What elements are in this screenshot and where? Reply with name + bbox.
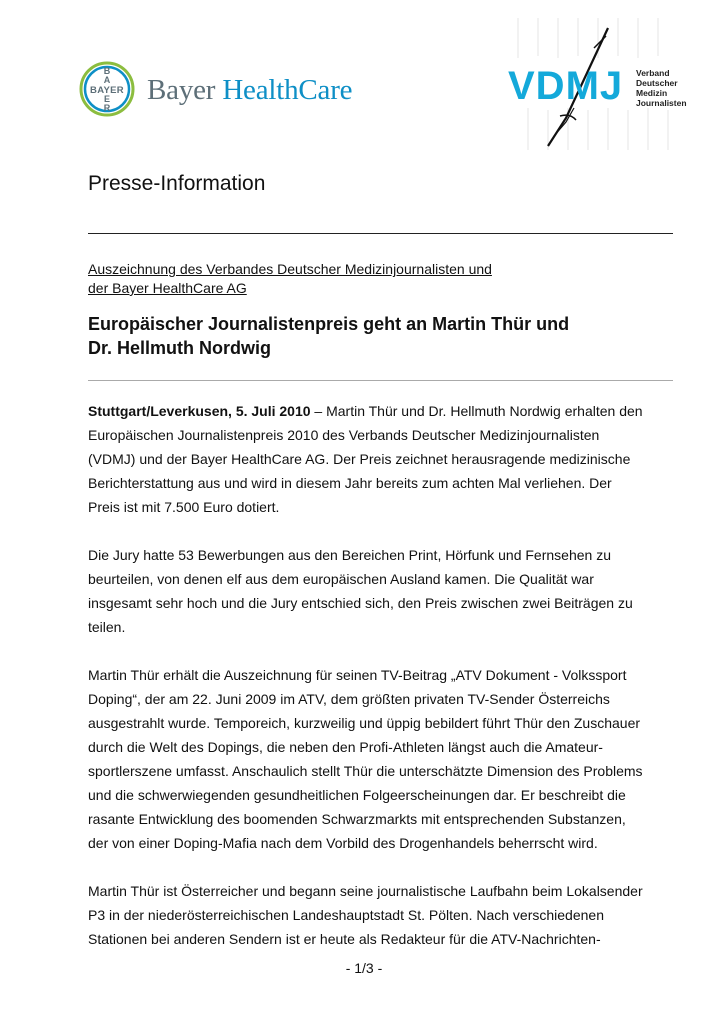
- paragraph-thuer-bio: [88, 879, 678, 951]
- header-divider: [88, 233, 673, 234]
- svg-text:B: B: [103, 66, 111, 76]
- healthcare-brand-suffix: HealthCare: [222, 74, 353, 106]
- vdmj-name-line: Deutscher: [636, 78, 678, 88]
- svg-text:A: A: [103, 75, 111, 85]
- paragraph-line: insgesamt sehr hoch und die Jury entschied sich, den Preis zwischen zwei Beiträgen zu: [88, 595, 633, 611]
- dateline: Stuttgart/Leverkusen, 5. Juli 2010: [88, 403, 311, 419]
- kicker-line: Auszeichnung des Verbandes Deutscher Medizinjournalisten und: [88, 261, 492, 277]
- headline-line: Dr. Hellmuth Nordwig: [88, 338, 272, 358]
- paragraph-intro: [88, 399, 678, 519]
- paragraph-line: P3 in der niederösterreichischen Landeshauptstadt St. Pölten. Nach verschiedenen: [88, 907, 604, 923]
- document-type-label: Presse-Information: [88, 172, 266, 195]
- svg-text:BAYER: BAYER: [90, 85, 124, 96]
- paragraph-line: (VDMJ) und der Bayer HealthCare AG. Der Preis zeichnet herausragende medizinische: [88, 451, 631, 467]
- paragraph-line: rasante Entwicklung des boomenden Schwarzmarkts mit entsprechenden Substanzen,: [88, 811, 626, 827]
- kicker-line: der Bayer HealthCare AG: [88, 280, 247, 296]
- headline-divider: [88, 380, 673, 381]
- paragraph-line: Berichterstattung aus und wird in diesem Jahr bereits zum achten Mal verliehen. Der: [88, 475, 612, 491]
- svg-text:E: E: [103, 94, 111, 104]
- paragraph-line: Martin Thür erhält die Auszeichnung für seinen TV-Beitrag „ATV Dokument - Volkssport: [88, 667, 627, 683]
- headline: [88, 312, 569, 360]
- vdmj-name-line: Journalisten: [636, 98, 687, 108]
- paragraph-line: sportlerszene umfasst. Anschaulich stellt Thür die unterschätzte Dimension des Problems: [88, 763, 643, 779]
- headline-line: Europäischer Journalistenpreis geht an Martin Thür und: [88, 314, 570, 334]
- vdmj-logo: [508, 18, 687, 150]
- paragraph-line: ausgestrahlt wurde. Temporeich, kurzweilig und üppig bebildert führt Thür den Zuschauer: [88, 715, 641, 731]
- bayer-cross-logo: [78, 56, 136, 122]
- paragraph-line: beurteilen, von denen elf aus dem europäischen Ausland kamen. Die Qualität war: [88, 571, 594, 587]
- paragraph-line: durch die Welt des Dopings, die neben den Profi-Athleten längst auch die Amateur-: [88, 739, 603, 755]
- paragraph-line: teilen.: [88, 619, 126, 635]
- vdmj-name-line: Verband: [636, 68, 670, 78]
- body-text: [88, 399, 678, 975]
- paragraph-line: Doping“, der am 22. Juni 2009 im ATV, dem größten privaten TV-Sender Österreichs: [88, 691, 610, 707]
- paragraph-line: Europäischen Journalistenpreis 2010 des Verbands Deutscher Medizinjournalisten: [88, 427, 600, 443]
- paragraph-line: Stationen bei anderen Sendern ist er heute als Redakteur für die ATV-Nachrichten-: [88, 931, 601, 947]
- paragraph-line: Preis ist mit 7.500 Euro dotiert.: [88, 499, 280, 515]
- paragraph-jury: [88, 543, 678, 639]
- page-number: - 1/3 -: [345, 960, 383, 976]
- bayer-healthcare-wordmark: [147, 74, 352, 107]
- paragraph-line: [88, 399, 678, 423]
- paragraph-line: Martin Thür ist Österreicher und begann seine journalistische Laufbahn beim Lokalsender: [88, 883, 643, 899]
- bayer-brand-name: Bayer: [147, 74, 216, 106]
- svg-text:R: R: [103, 103, 111, 113]
- vdmj-acronym: VDMJ: [508, 64, 624, 108]
- paragraph-line-text: – Martin Thür und Dr. Hellmuth Nordwig erhalten den: [310, 403, 643, 419]
- vdmj-full-name: [636, 68, 687, 108]
- paragraph-thuer-award: [88, 663, 678, 855]
- paragraph-line: und die schwerwiegenden gesundheitlichen Folgeerscheinungen dar. Er beschreibt die: [88, 787, 626, 803]
- paragraph-line: Die Jury hatte 53 Bewerbungen aus den Bereichen Print, Hörfunk und Fernsehen zu: [88, 547, 611, 563]
- vdmj-name-line: Medizin: [636, 88, 668, 98]
- kicker: [88, 260, 492, 298]
- paragraph-line: der von einer Doping-Mafia nach dem Vorbild des Drogenhandels beherrscht wird.: [88, 835, 598, 851]
